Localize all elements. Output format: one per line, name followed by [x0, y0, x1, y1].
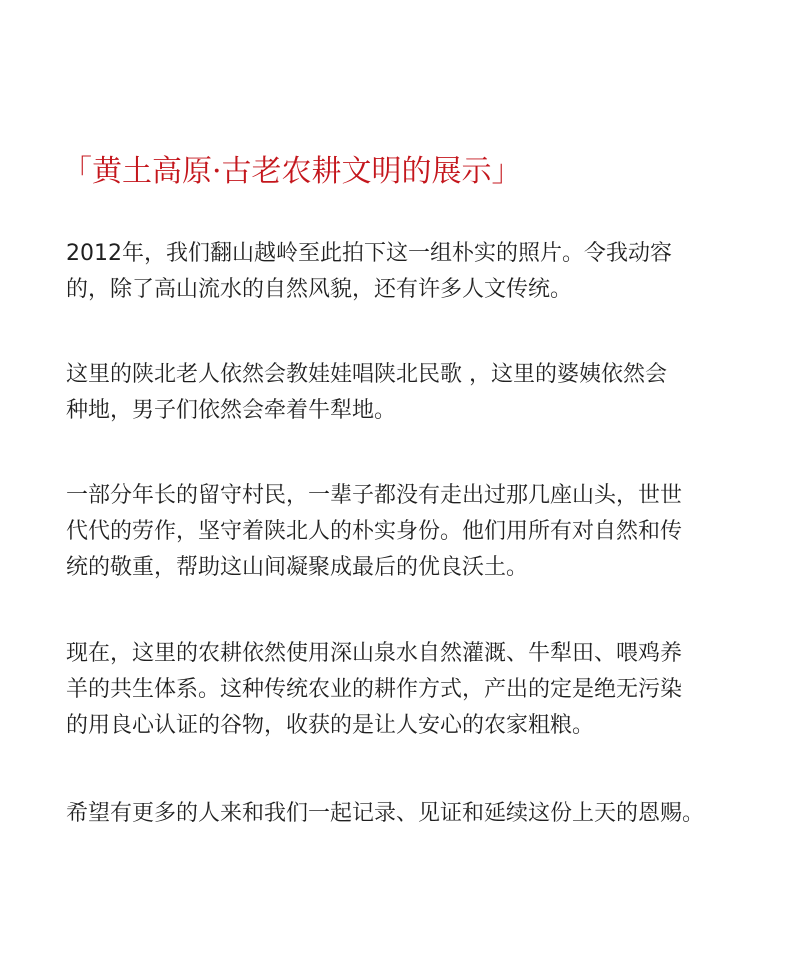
- paragraph-line: 希望有更多的人来和我们一起记录、见证和延续这份上天的恩赐。: [66, 801, 705, 826]
- paragraph-line: 2012年，我们翻山越岭至此拍下这一组朴实的照片。令我动容: [66, 241, 672, 266]
- paragraph-farming-system: [66, 636, 756, 744]
- paragraph-line: 羊的共生体系。这种传统农业的耕作方式，产出的定是绝无污染: [66, 677, 683, 702]
- paragraph-folk-tradition: [66, 357, 756, 429]
- paragraph-line: 种地，男子们依然会牵着牛犁地。: [66, 398, 397, 423]
- paragraph-line: 现在，这里的农耕依然使用深山泉水自然灌溉、牛犁田、喂鸡养: [66, 641, 683, 666]
- paragraph-line: 的用良心认证的谷物，收获的是让人安心的农家粗粮。: [66, 713, 595, 738]
- paragraph-closing: [66, 796, 756, 832]
- paragraph-line: 代代的劳作，坚守着陕北人的朴实身份。他们用所有对自然和传: [66, 519, 683, 544]
- paragraph-line: 一部分年长的留守村民，一辈子都没有走出过那几座山头，世世: [66, 483, 683, 508]
- page-title: 「黄土高原·古老农耕文明的展示」: [62, 154, 522, 189]
- paragraph-line: 这里的陕北老人依然会教娃娃唱陕北民歌 ，这里的婆姨依然会: [66, 362, 667, 387]
- paragraph-line: 的，除了高山流水的自然风貌，还有许多人文传统。: [66, 277, 573, 302]
- paragraph-line: 统的敬重，帮助这山间凝聚成最后的优良沃土。: [66, 555, 529, 580]
- paragraph-intro: [66, 236, 756, 308]
- paragraph-villagers: [66, 478, 756, 586]
